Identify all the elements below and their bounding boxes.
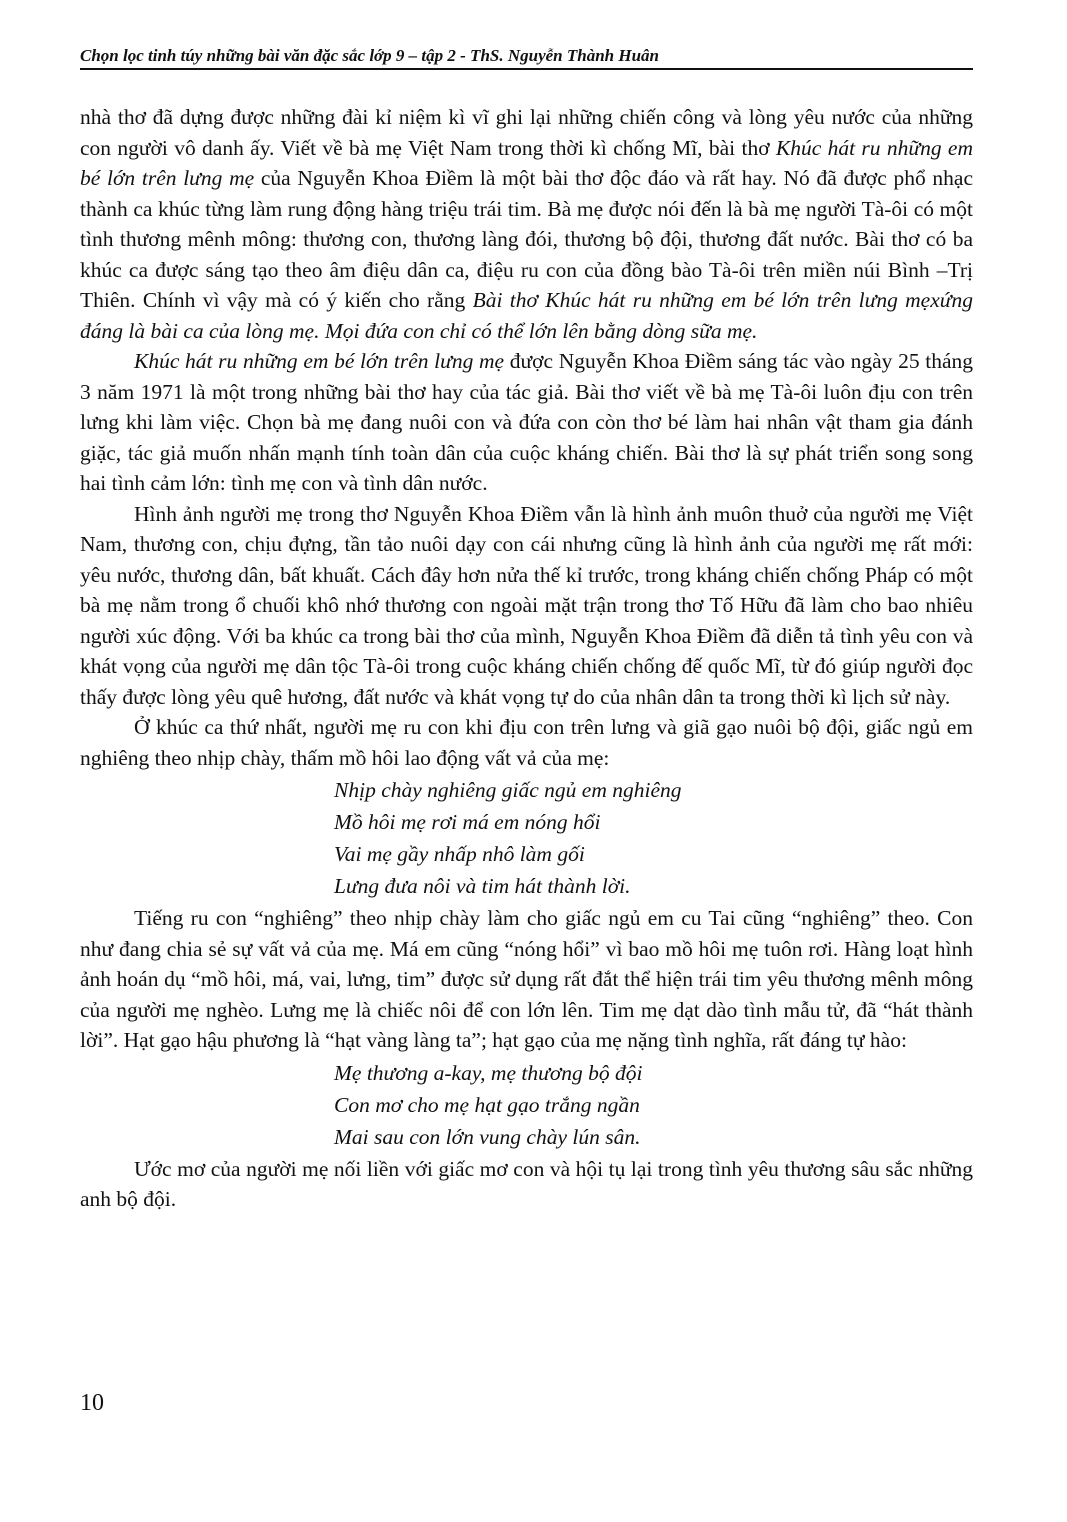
verse-block-1 xyxy=(334,774,973,902)
quoted-opinion-italic: Bài thơ Khúc hát ru những em bé lớn trên lưng mẹxứng đáng là bài ca của lòng mẹ. Mọi đứa con chỉ có thể lớn lên bằng dòng sữa mẹ. xyxy=(80,288,973,343)
verse-block-2 xyxy=(334,1057,973,1153)
paragraph-6: Ước mơ của người mẹ nối liền với giấc mơ con và hội tụ lại trong tình yêu thương sâu sắc những anh bộ đội. xyxy=(80,1156,973,1211)
verse-2-line-3: Mai sau con lớn vung chày lún sân. xyxy=(334,1124,641,1149)
paragraph-1-text-a: nhà thơ đã dựng được những đài kỉ niệm kì vĩ ghi lại những chiến công và lòng yêu nước của những con người vô danh ấy. Viết về bà mẹ Việt Nam trong thời kì chống Mĩ, bài thơ xyxy=(80,105,973,160)
paragraph-5: Tiếng ru con “nghiêng” theo nhịp chày làm cho giấc ngủ em cu Tai cũng “nghiêng” theo. Con như đang chia sẻ sự vất vả của mẹ. Má em cũng “nóng hổi” vì bao mồ hôi mẹ tuôn rơi. Hàng loạt hình ảnh hoán dụ “mồ hôi, má, vai, lưng, tim” được sử dụng rất đắt thể hiện trái tim yêu thương mênh mông của người mẹ nghèo. Lưng mẹ là chiếc nôi để con lớn lên. Tim mẹ dạt dào tình mẫu tử, đã “hát thành lời”. Hạt gạo hậu phương là “hạt vàng làng ta”; hạt gạo của mẹ nặng tình nghĩa, rất đáng tự hào: xyxy=(80,906,973,1052)
paragraph-2-text: được Nguyễn Khoa Điềm sáng tác vào ngày 25 tháng 3 năm 1971 là một trong những bài thơ hay của tác giả. Bài thơ viết về bà mẹ Tà-ôi luôn địu con trên lưng khi làm việc. Chọn bà mẹ đang nuôi con và đứa con còn thơ bé làm hai nhân vật tham gia đánh giặc, tác giả muốn nhấn mạnh tính toàn dân của cuộc kháng chiến. Bài thơ là sự phát triển song song hai tình cảm lớn: tình mẹ con và tình dân nước. xyxy=(80,349,973,495)
page-body xyxy=(80,102,973,1215)
verse-1-line-3: Vai mẹ gầy nhấp nhô làm gối xyxy=(334,842,585,866)
verse-2-line-1: Mẹ thương a-kay, mẹ thương bộ đội xyxy=(334,1060,643,1085)
paragraph-1 xyxy=(80,102,973,346)
poem-title-italic-2: Khúc hát ru những em bé lớn trên lưng mẹ xyxy=(134,349,505,373)
verse-1-line-4: Lưng đưa nôi và tim hát thành lời. xyxy=(334,874,631,898)
poem-title-italic: Khúc hát ru những em bé lớn trên lưng mẹ xyxy=(80,135,973,190)
paragraph-4: Ở khúc ca thứ nhất, người mẹ ru con khi địu con trên lưng và giã gạo nuôi bộ đội, giấc ngủ em nghiêng theo nhịp chày, thấm mồ hôi lao động vất vả của mẹ: xyxy=(80,715,973,770)
verse-2-line-2: Con mơ cho mẹ hạt gạo trắng ngần xyxy=(334,1092,640,1117)
paragraph-3: Hình ảnh người mẹ trong thơ Nguyễn Khoa Điềm vẫn là hình ảnh muôn thuở của người mẹ Việt Nam, thương con, chịu đựng, tần tảo nuôi dạy con cái nhưng cũng là hình ảnh của người mẹ rất mới: yêu nước, thương dân, bất khuất. Cách đây hơn nửa thế kỉ trước, trong kháng chiến chống Pháp có một bà mẹ nằm trong ổ chuối khô nhớ thương con ngoài mặt trận trong thơ Tố Hữu đã làm cho bao nhiêu người xúc động. Với ba khúc ca trong bài thơ của mình, Nguyễn Khoa Điềm đã diễn tả tình yêu con và khát vọng của người mẹ dân tộc Tà-ôi trong cuộc kháng chiến chống đế quốc Mĩ, từ đó giúp người đọc thấy được lòng yêu quê hương, đất nước và khát vọng tự do của nhân dân ta trong thời kì lịch sử này. xyxy=(80,501,973,709)
page-number: 10 xyxy=(80,1390,104,1416)
verse-1-line-1: Nhịp chày nghiêng giấc ngủ em nghiêng xyxy=(334,778,682,802)
paragraph-2 xyxy=(80,346,973,499)
document-page xyxy=(80,0,973,1522)
running-header: Chọn lọc tinh túy những bài văn đặc sắc lớp 9 – tập 2 - ThS. Nguyễn Thành Huân xyxy=(80,46,660,65)
header-divider xyxy=(80,68,973,70)
verse-1-line-2: Mồ hôi mẹ rơi má em nóng hổi xyxy=(334,810,601,834)
paragraph-1-text-b: của Nguyễn Khoa Điềm là một bài thơ độc đáo và rất hay. Nó đã được phổ nhạc thành ca khúc từng làm rung động hàng triệu trái tim. Bà mẹ được nói đến là bà mẹ người Tà-ôi có một tình thương mênh mông: thương con, thương làng đói, thương bộ đội, thương đất nước. Bài thơ có ba khúc ca được sáng tạo theo âm điệu dân ca, điệu ru con của đồng bào Tà-ôi trên miền núi Bình –Trị Thiên. Chính vì vậy mà có ý kiến cho rằng xyxy=(80,166,973,312)
